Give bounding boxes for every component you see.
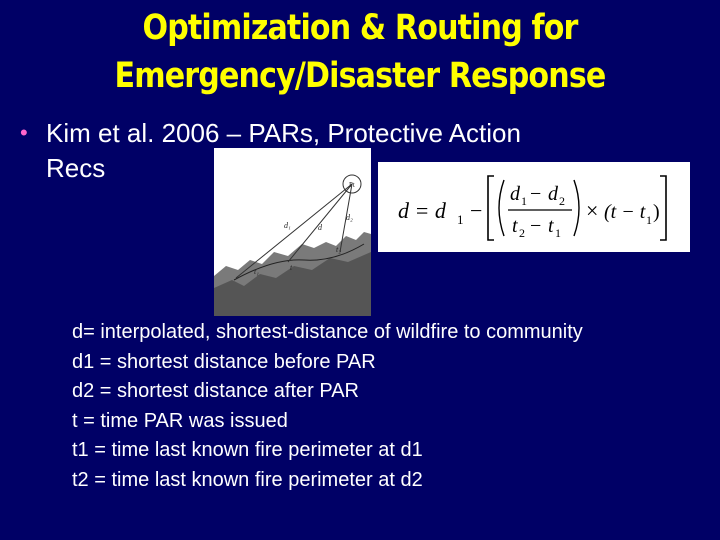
formula-den-minus: − <box>530 215 542 237</box>
slide-title <box>50 4 669 100</box>
formula-den-a-sub: 2 <box>519 226 525 240</box>
definition-item: d= interpolated, shortest-distance of wildfire to community <box>72 321 583 343</box>
definition-item: d2 = shortest distance after PAR <box>72 380 360 402</box>
label-d1: d₁ <box>284 221 291 230</box>
formula-num-b-sub: 2 <box>559 194 565 208</box>
definition-item: d1 = shortest distance before PAR <box>72 350 376 373</box>
bullet-text: Kim et al. 2006 – PARs, Protective Action <box>46 118 521 148</box>
interpolation-formula-svg <box>378 162 690 252</box>
formula-paren-close: ) <box>653 201 660 223</box>
formula-den-b-sub: 1 <box>555 226 561 240</box>
label-t2: t₂ <box>336 245 342 254</box>
formula-den-b: t <box>548 215 554 237</box>
label-t1: t₁ <box>254 267 260 276</box>
formula-paren-sub: 1 <box>646 213 652 227</box>
formula-times: × <box>586 198 599 223</box>
right-bracket <box>660 176 666 240</box>
bullet-icon: • <box>20 120 28 145</box>
formula-num-a: d <box>510 183 520 205</box>
label-point: Pt <box>349 181 355 189</box>
fire-distance-diagram <box>214 148 371 316</box>
definition-item: t2 = time last known fire perimeter at d2 <box>72 468 423 491</box>
formula-num-minus: − <box>530 183 542 205</box>
left-paren <box>499 180 504 236</box>
definition-item: t = time PAR was issued <box>72 409 288 432</box>
definitions-list <box>72 318 583 495</box>
definition-item: t1 = time last known fire perimeter at d1 <box>72 439 423 461</box>
interpolation-formula <box>378 162 690 252</box>
left-bracket <box>488 176 494 240</box>
slide-title-line-1: Optimization & Routing for <box>142 8 578 48</box>
formula-lhs: d = d <box>398 198 446 223</box>
slide-title-line-2: Emergency/Disaster Response <box>114 56 606 96</box>
label-d: d <box>318 223 322 232</box>
formula-paren: (t − t <box>604 201 646 223</box>
formula-den-a: t <box>512 215 518 237</box>
label-t: t <box>290 263 293 272</box>
formula-num-b: d <box>548 183 558 205</box>
formula-num-a-sub: 1 <box>521 194 527 208</box>
bullet-text-continuation: Recs <box>46 153 106 183</box>
fire-distance-diagram-svg <box>214 148 371 316</box>
formula-minus: − <box>470 198 483 223</box>
formula-lhs-sub: 1 <box>457 212 464 227</box>
label-d2: d₂ <box>346 213 353 222</box>
right-paren <box>574 180 579 236</box>
